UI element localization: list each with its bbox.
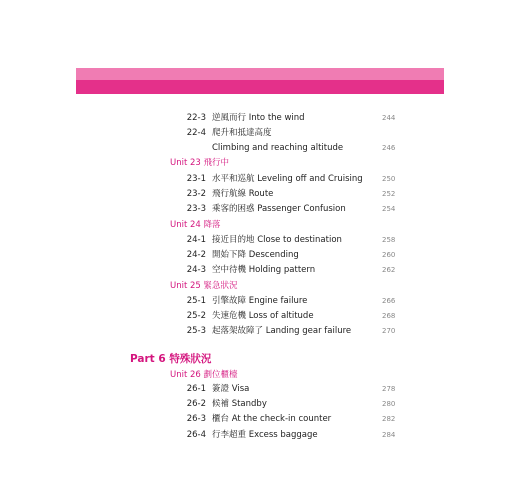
toc-entry-26-1[interactable]	[0, 381, 520, 397]
unit-26-heading[interactable]: Unit 26 劃位櫃檯	[170, 370, 238, 380]
entry-title: 失速危機 Loss of altitude	[212, 311, 314, 321]
entry-title: 行李超重 Excess baggage	[212, 430, 318, 440]
entry-page-number: 258	[382, 236, 396, 244]
entry-title: 空中待機 Holding pattern	[212, 265, 316, 275]
entry-title: 櫃台 At the check-in counter	[212, 414, 332, 424]
toc-entry-25-3[interactable]	[0, 323, 520, 339]
entry-page-number: 260	[382, 251, 396, 259]
entry-title: 起落架故障了 Landing gear failure	[212, 326, 352, 336]
toc-entry-23-3[interactable]	[0, 201, 520, 217]
unit-25-heading[interactable]: Unit 25 緊急狀況	[170, 281, 238, 291]
toc-entry-24-2[interactable]	[0, 247, 520, 263]
entry-number: 23-1	[186, 174, 206, 184]
part-6-heading[interactable]: Part 6 特殊狀況	[130, 353, 212, 365]
entry-title: 候補 Standby	[212, 399, 267, 409]
toc-entry-23-1[interactable]	[0, 171, 520, 187]
entry-number: 22-4	[186, 128, 206, 138]
toc-entry-24-1[interactable]	[0, 232, 520, 248]
entry-number: 25-2	[186, 311, 206, 321]
entry-page-number: 282	[382, 415, 396, 423]
toc-entry-26-3[interactable]	[0, 411, 520, 427]
entry-page-number: 270	[382, 327, 396, 335]
entry-number: 26-1	[186, 384, 206, 394]
entry-page-number: 284	[382, 431, 396, 439]
unit-24-heading[interactable]: Unit 24 降落	[170, 220, 221, 230]
entry-title: 引擎故障 Engine failure	[212, 296, 308, 306]
entry-page-number: 262	[382, 266, 396, 274]
toc-entry-26-4[interactable]	[0, 427, 520, 443]
entry-title: 接近目的地 Close to destination	[212, 235, 342, 245]
toc-entry-24-3[interactable]	[0, 262, 520, 278]
entry-title: 開始下降 Descending	[212, 250, 299, 260]
toc-entry-26-2[interactable]	[0, 396, 520, 412]
entry-title: 飛行航線 Route	[212, 189, 274, 199]
entry-number: 22-3	[186, 113, 206, 123]
entry-number: 25-3	[186, 326, 206, 336]
entry-number: 26-4	[186, 430, 206, 440]
entry-page-number: 254	[382, 205, 396, 213]
toc-entry-23-2[interactable]	[0, 186, 520, 202]
entry-page-number: 244	[382, 114, 396, 122]
entry-number: 24-2	[186, 250, 206, 260]
entry-title: 逆風而行 Into the wind	[212, 113, 305, 123]
entry-number: 25-1	[186, 296, 206, 306]
entry-number: 24-3	[186, 265, 206, 275]
entry-title: 爬升和抵達高度	[212, 128, 272, 138]
entry-number: 23-3	[186, 204, 206, 214]
entry-page-number: 280	[382, 400, 396, 408]
entry-page-number: 246	[382, 144, 396, 152]
entry-page-number: 252	[382, 190, 396, 198]
toc-entry-22-4-continued[interactable]	[0, 140, 520, 156]
entry-number: 24-1	[186, 235, 206, 245]
entry-page-number: 266	[382, 297, 396, 305]
entry-title: 簽證 Visa	[212, 384, 250, 394]
unit-23-heading[interactable]: Unit 23 飛行中	[170, 158, 230, 168]
entry-title: 乘客的困惑 Passenger Confusion	[212, 204, 346, 214]
toc-entry-22-3[interactable]	[0, 110, 520, 126]
toc-entry-25-1[interactable]	[0, 293, 520, 309]
entry-number: 26-2	[186, 399, 206, 409]
entry-page-number: 268	[382, 312, 396, 320]
entry-page-number: 250	[382, 175, 396, 183]
entry-title-english: Climbing and reaching altitude	[212, 143, 344, 153]
entry-title: 水平和巡航 Leveling off and Cruising	[212, 174, 363, 184]
toc-entry-22-4[interactable]	[0, 125, 520, 141]
entry-number: 26-3	[186, 414, 206, 424]
toc-entry-25-2[interactable]	[0, 308, 520, 324]
entry-number: 23-2	[186, 189, 206, 199]
entry-page-number: 278	[382, 385, 396, 393]
